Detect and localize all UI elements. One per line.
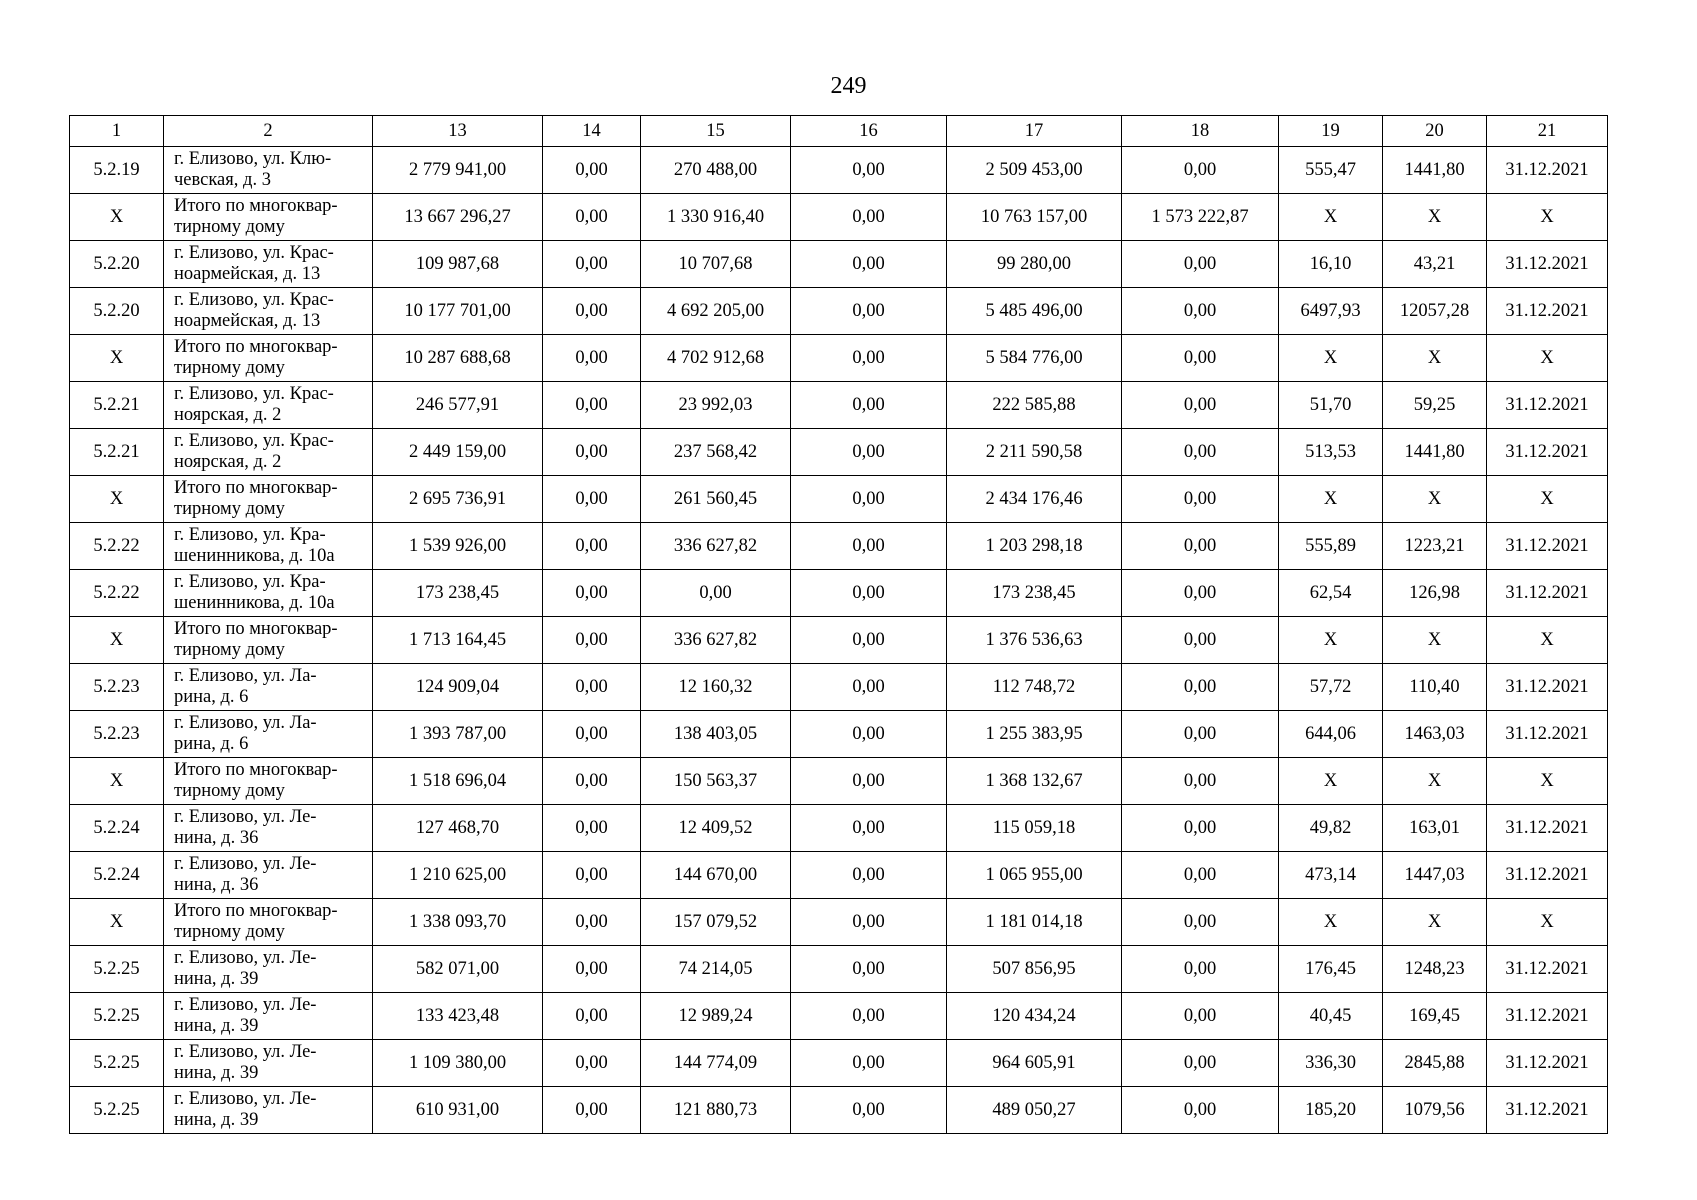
table-cell: 0,00 [641, 570, 791, 617]
table-row [70, 758, 1608, 805]
address-cell: Итого по многоквар- тирному дому [164, 758, 373, 805]
table-cell: 1447,03 [1383, 852, 1487, 899]
table-cell: 0,00 [1122, 241, 1279, 288]
table-cell: Х [1279, 899, 1383, 946]
table-cell: 121 880,73 [641, 1087, 791, 1134]
table-cell: 10 763 157,00 [947, 194, 1122, 241]
table-cell: 246 577,91 [373, 382, 543, 429]
table-cell: 0,00 [791, 617, 947, 664]
table-cell: 144 670,00 [641, 852, 791, 899]
table-cell: 31.12.2021 [1487, 993, 1608, 1040]
page-number: 249 [830, 73, 867, 99]
address-cell: г. Елизово, ул. Ле- нина, д. 36 [164, 852, 373, 899]
table-cell: 582 071,00 [373, 946, 543, 993]
table-cell: 0,00 [791, 382, 947, 429]
table-cell: 1 210 625,00 [373, 852, 543, 899]
table-cell: 0,00 [543, 946, 641, 993]
table-cell: 51,70 [1279, 382, 1383, 429]
table-cell: 0,00 [1122, 288, 1279, 335]
table-cell: 0,00 [791, 711, 947, 758]
table-cell: 0,00 [1122, 335, 1279, 382]
column-header: 18 [1122, 116, 1279, 147]
table-cell: 0,00 [1122, 805, 1279, 852]
table-cell: 1441,80 [1383, 429, 1487, 476]
address-cell: г. Елизово, ул. Крас- ноармейская, д. 13 [164, 241, 373, 288]
table-cell: 5.2.24 [70, 852, 164, 899]
table-cell: 1 330 916,40 [641, 194, 791, 241]
table-cell: Х [70, 194, 164, 241]
address-cell: Итого по многоквар- тирному дому [164, 899, 373, 946]
table-cell: Х [70, 335, 164, 382]
address-cell: г. Елизово, ул. Крас- ноармейская, д. 13 [164, 288, 373, 335]
table-cell: 0,00 [1122, 1040, 1279, 1087]
table-cell: 12057,28 [1383, 288, 1487, 335]
table-cell: 1 713 164,45 [373, 617, 543, 664]
address-cell: г. Елизово, ул. Ла- рина, д. 6 [164, 711, 373, 758]
table-cell: 0,00 [1122, 758, 1279, 805]
table-cell: 0,00 [543, 711, 641, 758]
table-cell: 31.12.2021 [1487, 288, 1608, 335]
table-row [70, 946, 1608, 993]
table-cell: Х [1487, 758, 1608, 805]
table-cell: 59,25 [1383, 382, 1487, 429]
table-cell: 109 987,68 [373, 241, 543, 288]
table-cell: 0,00 [791, 899, 947, 946]
table-cell: 1 255 383,95 [947, 711, 1122, 758]
table-cell: 473,14 [1279, 852, 1383, 899]
table-cell: Х [1487, 617, 1608, 664]
table-cell: 0,00 [791, 288, 947, 335]
table-cell: 0,00 [543, 1087, 641, 1134]
table-cell: 0,00 [791, 147, 947, 194]
address-cell: Итого по многоквар- тирному дому [164, 476, 373, 523]
table-cell: 0,00 [543, 570, 641, 617]
table-cell: 43,21 [1383, 241, 1487, 288]
table-row [70, 899, 1608, 946]
table-cell: 0,00 [543, 429, 641, 476]
table-cell: 5 485 496,00 [947, 288, 1122, 335]
table-cell: 57,72 [1279, 664, 1383, 711]
table-cell: 0,00 [791, 664, 947, 711]
table-cell: 0,00 [791, 758, 947, 805]
table-cell: 1 338 093,70 [373, 899, 543, 946]
table-cell: 5.2.25 [70, 1040, 164, 1087]
table-row [70, 570, 1608, 617]
table-cell: 0,00 [543, 852, 641, 899]
table-cell: 2 449 159,00 [373, 429, 543, 476]
table-cell: 555,47 [1279, 147, 1383, 194]
table-row [70, 617, 1608, 664]
table-row [70, 147, 1608, 194]
table-cell: 1 376 536,63 [947, 617, 1122, 664]
table-cell: 0,00 [543, 147, 641, 194]
table-row [70, 241, 1608, 288]
table-cell: 31.12.2021 [1487, 664, 1608, 711]
table-cell: Х [1279, 476, 1383, 523]
table-cell: 644,06 [1279, 711, 1383, 758]
table-cell: 2 211 590,58 [947, 429, 1122, 476]
table-cell: 99 280,00 [947, 241, 1122, 288]
table-row [70, 852, 1608, 899]
table-cell: Х [1383, 899, 1487, 946]
address-cell: г. Елизово, ул. Ле- нина, д. 39 [164, 993, 373, 1040]
table-cell: 1 368 132,67 [947, 758, 1122, 805]
table-cell: Х [1487, 899, 1608, 946]
table-row [70, 1040, 1608, 1087]
table-cell: 0,00 [791, 194, 947, 241]
table-cell: 0,00 [543, 805, 641, 852]
table-cell: 1079,56 [1383, 1087, 1487, 1134]
column-header: 17 [947, 116, 1122, 147]
table-cell: Х [1383, 617, 1487, 664]
table-cell: 31.12.2021 [1487, 946, 1608, 993]
column-header: 13 [373, 116, 543, 147]
table-cell: 1 109 380,00 [373, 1040, 543, 1087]
table-row [70, 382, 1608, 429]
table-cell: 0,00 [1122, 946, 1279, 993]
table-cell: Х [1487, 335, 1608, 382]
table-cell: 5.2.19 [70, 147, 164, 194]
table-cell: 5.2.20 [70, 288, 164, 335]
table-cell: Х [1383, 476, 1487, 523]
table-cell: 0,00 [1122, 570, 1279, 617]
table-cell: 0,00 [1122, 476, 1279, 523]
table-cell: 40,45 [1279, 993, 1383, 1040]
table-cell: 0,00 [543, 241, 641, 288]
table-cell: Х [1487, 476, 1608, 523]
address-cell: г. Елизово, ул. Ле- нина, д. 39 [164, 1040, 373, 1087]
table-cell: 12 989,24 [641, 993, 791, 1040]
table-cell: 1 539 926,00 [373, 523, 543, 570]
table-cell: 127 468,70 [373, 805, 543, 852]
table-cell: 2 695 736,91 [373, 476, 543, 523]
table-cell: 555,89 [1279, 523, 1383, 570]
table-cell: 1 065 955,00 [947, 852, 1122, 899]
table-row [70, 194, 1608, 241]
table-row [70, 288, 1608, 335]
table-cell: 5.2.20 [70, 241, 164, 288]
table-cell: Х [70, 899, 164, 946]
table-cell: Х [70, 617, 164, 664]
address-cell: г. Елизово, ул. Крас- ноярская, д. 2 [164, 429, 373, 476]
table-cell: 112 748,72 [947, 664, 1122, 711]
table-cell: 610 931,00 [373, 1087, 543, 1134]
table-cell: 31.12.2021 [1487, 147, 1608, 194]
table-cell: 0,00 [543, 664, 641, 711]
column-header: 2 [164, 116, 373, 147]
table-cell: Х [1383, 194, 1487, 241]
table-cell: 0,00 [791, 241, 947, 288]
table-cell: 2 509 453,00 [947, 147, 1122, 194]
table-cell: 261 560,45 [641, 476, 791, 523]
column-header: 1 [70, 116, 164, 147]
table-cell: 5.2.21 [70, 382, 164, 429]
column-header: 15 [641, 116, 791, 147]
table-cell: 2 434 176,46 [947, 476, 1122, 523]
table-cell: 13 667 296,27 [373, 194, 543, 241]
table-cell: 12 409,52 [641, 805, 791, 852]
table-cell: 5.2.25 [70, 946, 164, 993]
table-cell: 5.2.25 [70, 1087, 164, 1134]
table-cell: 0,00 [543, 1040, 641, 1087]
table-cell: Х [70, 758, 164, 805]
column-header: 20 [1383, 116, 1487, 147]
table-cell: 0,00 [791, 946, 947, 993]
table-cell: 49,82 [1279, 805, 1383, 852]
table-cell: 0,00 [791, 852, 947, 899]
table-cell: 10 287 688,68 [373, 335, 543, 382]
address-cell: г. Елизово, ул. Ле- нина, д. 36 [164, 805, 373, 852]
table-cell: 0,00 [791, 335, 947, 382]
table-cell: 4 692 205,00 [641, 288, 791, 335]
table-cell: 126,98 [1383, 570, 1487, 617]
table-cell: 0,00 [1122, 664, 1279, 711]
table-cell: 173 238,45 [947, 570, 1122, 617]
table-cell: 31.12.2021 [1487, 1087, 1608, 1134]
table-cell: 1248,23 [1383, 946, 1487, 993]
table-cell: 115 059,18 [947, 805, 1122, 852]
column-header: 21 [1487, 116, 1608, 147]
table-cell: 0,00 [791, 805, 947, 852]
table-cell: 133 423,48 [373, 993, 543, 1040]
address-cell: г. Елизово, ул. Кра- шенинникова, д. 10а [164, 570, 373, 617]
table-cell: 31.12.2021 [1487, 805, 1608, 852]
table-cell: 5.2.25 [70, 993, 164, 1040]
table-cell: 0,00 [791, 476, 947, 523]
address-cell: г. Елизово, ул. Ла- рина, д. 6 [164, 664, 373, 711]
table-cell: 2 779 941,00 [373, 147, 543, 194]
table-cell: 4 702 912,68 [641, 335, 791, 382]
address-cell: Итого по многоквар- тирному дому [164, 617, 373, 664]
table-cell: 336,30 [1279, 1040, 1383, 1087]
address-cell: г. Елизово, ул. Клю- чевская, д. 3 [164, 147, 373, 194]
table-cell: 0,00 [543, 288, 641, 335]
table-cell: 176,45 [1279, 946, 1383, 993]
table-cell: 0,00 [543, 476, 641, 523]
table-cell: 1 181 014,18 [947, 899, 1122, 946]
address-cell: Итого по многоквар- тирному дому [164, 335, 373, 382]
table-cell: 144 774,09 [641, 1040, 791, 1087]
table-cell: 0,00 [1122, 711, 1279, 758]
table-cell: 0,00 [1122, 523, 1279, 570]
table-cell: 0,00 [791, 570, 947, 617]
table-cell: 0,00 [543, 194, 641, 241]
table-cell: 124 909,04 [373, 664, 543, 711]
table-row [70, 993, 1608, 1040]
table-cell: 31.12.2021 [1487, 1040, 1608, 1087]
column-header: 16 [791, 116, 947, 147]
table-cell: 6497,93 [1279, 288, 1383, 335]
table-cell: 31.12.2021 [1487, 852, 1608, 899]
table-cell: 150 563,37 [641, 758, 791, 805]
table-cell: 0,00 [1122, 993, 1279, 1040]
address-cell: Итого по многоквар- тирному дому [164, 194, 373, 241]
table-cell: 5.2.21 [70, 429, 164, 476]
table-row [70, 523, 1608, 570]
table-cell: 10 177 701,00 [373, 288, 543, 335]
table-cell: 31.12.2021 [1487, 523, 1608, 570]
table-cell: 0,00 [791, 429, 947, 476]
table-cell: 0,00 [791, 1087, 947, 1134]
table-cell: 10 707,68 [641, 241, 791, 288]
table-cell: 1 203 298,18 [947, 523, 1122, 570]
table-cell: 5.2.22 [70, 570, 164, 617]
table-cell: 507 856,95 [947, 946, 1122, 993]
table-row [70, 476, 1608, 523]
table-row [70, 429, 1608, 476]
table-header-row [70, 116, 1608, 147]
table-cell: 5.2.23 [70, 711, 164, 758]
table-row [70, 805, 1608, 852]
table-body [70, 147, 1608, 1134]
table-cell: 31.12.2021 [1487, 241, 1608, 288]
table-cell: 0,00 [543, 617, 641, 664]
table-cell: 31.12.2021 [1487, 711, 1608, 758]
table-cell: Х [1383, 758, 1487, 805]
table-cell: 1463,03 [1383, 711, 1487, 758]
table-cell: 0,00 [1122, 382, 1279, 429]
table-cell: 964 605,91 [947, 1040, 1122, 1087]
table-row [70, 335, 1608, 382]
column-header: 14 [543, 116, 641, 147]
table-cell: Х [1383, 335, 1487, 382]
table-cell: 120 434,24 [947, 993, 1122, 1040]
table-cell: 12 160,32 [641, 664, 791, 711]
table-cell: 0,00 [1122, 429, 1279, 476]
table-cell: Х [1279, 335, 1383, 382]
column-header: 19 [1279, 116, 1383, 147]
table-cell: 138 403,05 [641, 711, 791, 758]
table-cell: 0,00 [543, 382, 641, 429]
table-row [70, 1087, 1608, 1134]
table-cell: 0,00 [791, 523, 947, 570]
table-cell: 270 488,00 [641, 147, 791, 194]
table-cell: 1223,21 [1383, 523, 1487, 570]
table-cell: 222 585,88 [947, 382, 1122, 429]
table-cell: 173 238,45 [373, 570, 543, 617]
table-cell: Х [70, 476, 164, 523]
table-cell: 513,53 [1279, 429, 1383, 476]
table-cell: 489 050,27 [947, 1087, 1122, 1134]
table-cell: 74 214,05 [641, 946, 791, 993]
table-cell: Х [1279, 617, 1383, 664]
table-cell: 0,00 [1122, 852, 1279, 899]
table-cell: 0,00 [543, 899, 641, 946]
address-cell: г. Елизово, ул. Крас- ноярская, д. 2 [164, 382, 373, 429]
table-cell: 163,01 [1383, 805, 1487, 852]
table-cell: 0,00 [543, 523, 641, 570]
table-cell: 31.12.2021 [1487, 570, 1608, 617]
table-cell: 5 584 776,00 [947, 335, 1122, 382]
address-cell: г. Елизово, ул. Ле- нина, д. 39 [164, 1087, 373, 1134]
table-cell: 23 992,03 [641, 382, 791, 429]
table-row [70, 664, 1608, 711]
table-cell: Х [1279, 194, 1383, 241]
address-cell: г. Елизово, ул. Ле- нина, д. 39 [164, 946, 373, 993]
table-cell: 0,00 [1122, 1087, 1279, 1134]
table-cell: 169,45 [1383, 993, 1487, 1040]
table-cell: 5.2.23 [70, 664, 164, 711]
table-cell: 31.12.2021 [1487, 429, 1608, 476]
table-cell: 237 568,42 [641, 429, 791, 476]
table-cell: 0,00 [791, 1040, 947, 1087]
table-cell: 0,00 [1122, 147, 1279, 194]
table-cell: 31.12.2021 [1487, 382, 1608, 429]
table-cell: 1 393 787,00 [373, 711, 543, 758]
address-cell: г. Елизово, ул. Кра- шенинникова, д. 10а [164, 523, 373, 570]
table-cell: 1 518 696,04 [373, 758, 543, 805]
table-cell: 336 627,82 [641, 617, 791, 664]
table-cell: 0,00 [1122, 617, 1279, 664]
table-cell: 62,54 [1279, 570, 1383, 617]
table-cell: 16,10 [1279, 241, 1383, 288]
table-cell: 0,00 [791, 993, 947, 1040]
table-cell: 157 079,52 [641, 899, 791, 946]
table-cell: 110,40 [1383, 664, 1487, 711]
table-cell: 1 573 222,87 [1122, 194, 1279, 241]
table-cell: 0,00 [543, 758, 641, 805]
table-cell: Х [1279, 758, 1383, 805]
table-row [70, 711, 1608, 758]
table-cell: 2845,88 [1383, 1040, 1487, 1087]
table-cell: 0,00 [1122, 899, 1279, 946]
table-cell: 336 627,82 [641, 523, 791, 570]
table-cell: 0,00 [543, 993, 641, 1040]
data-table [69, 115, 1608, 1134]
table-cell: 5.2.24 [70, 805, 164, 852]
table-cell: 0,00 [543, 335, 641, 382]
table-cell: Х [1487, 194, 1608, 241]
table-cell: 185,20 [1279, 1087, 1383, 1134]
table-cell: 1441,80 [1383, 147, 1487, 194]
table-cell: 5.2.22 [70, 523, 164, 570]
